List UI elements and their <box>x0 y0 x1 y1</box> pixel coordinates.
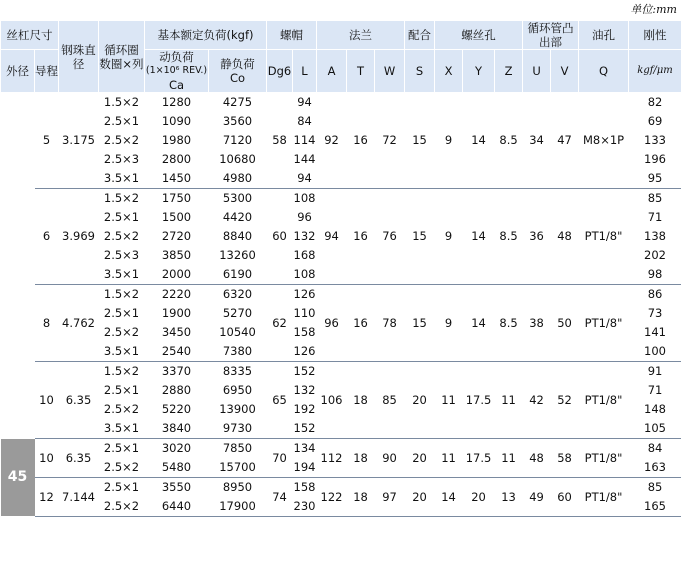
oil-hole-cell: PT1/8" <box>579 285 629 362</box>
bolt-y-cell: 14 <box>463 93 495 189</box>
nut-length-value: 230 <box>293 499 316 513</box>
nut-length-value: 194 <box>293 460 316 474</box>
stiffness-value-cell <box>629 189 681 285</box>
lead-cell: 10 <box>35 439 59 478</box>
oil-hole-cell: PT1/8" <box>579 362 629 439</box>
hdr-nut-dg6: Dg6 <box>267 50 293 93</box>
hdr-dynamic-load-sym: Ca <box>168 78 185 92</box>
lead-cell: 12 <box>35 478 59 517</box>
circuits-value: 2.5×2 <box>103 325 140 339</box>
bolt-y-cell: 17.5 <box>463 439 495 478</box>
stiffness-value: 73 <box>647 306 663 320</box>
static-load-value: 3560 <box>222 114 253 128</box>
stiffness-value: 85 <box>647 191 663 205</box>
flange-a-cell: 106 <box>317 362 347 439</box>
flange-w-cell: 90 <box>375 439 405 478</box>
bolt-x-cell: 9 <box>435 285 463 362</box>
nut-length-value: 134 <box>293 441 316 455</box>
dynamic-load-value: 2800 <box>161 152 192 166</box>
dynamic-load-value: 2720 <box>161 229 192 243</box>
nut-length-value: 108 <box>293 191 316 205</box>
bolt-y-cell: 14 <box>463 285 495 362</box>
stiffness-value: 196 <box>644 152 666 166</box>
tube-u-cell: 36 <box>523 189 551 285</box>
circuits-value: 1.5×2 <box>103 287 140 301</box>
bolt-x-cell: 11 <box>435 362 463 439</box>
nut-length-value: 158 <box>293 480 316 494</box>
dynamic-load-value-cell <box>145 439 209 478</box>
dynamic-load-value-cell <box>145 93 209 189</box>
nut-length-value: 192 <box>293 402 316 416</box>
static-load-value: 7850 <box>222 441 253 455</box>
nut-dg6-cell: 58 <box>267 93 293 189</box>
stiffness-value: 71 <box>647 383 663 397</box>
lead-cell: 5 <box>35 93 59 189</box>
stiffness-value: 84 <box>647 441 663 455</box>
flange-w-cell: 85 <box>375 362 405 439</box>
nut-length-value: 132 <box>293 383 316 397</box>
bolt-x-cell: 14 <box>435 478 463 517</box>
circuits-value-cell <box>99 93 145 189</box>
static-load-value-cell <box>209 439 267 478</box>
hdr-load-rating: 基本额定负荷(kgf) <box>145 21 267 50</box>
table-row <box>1 189 681 285</box>
nut-length-value-cell <box>293 93 317 189</box>
oil-hole-cell: PT1/8" <box>579 478 629 517</box>
bolt-y-cell: 20 <box>463 478 495 517</box>
bolt-z-cell: 11 <box>495 439 523 478</box>
stiffness-value: 85 <box>647 480 663 494</box>
nut-length-value: 94 <box>297 171 312 185</box>
static-load-value: 4980 <box>222 171 253 185</box>
circuits-value: 2.5×2 <box>103 460 140 474</box>
stiffness-value: 133 <box>644 133 666 147</box>
hdr-dynamic-load-note: (1×10⁶ REV.) <box>145 65 208 76</box>
hdr-bolt-y: Y <box>463 50 495 93</box>
nut-length-value: 114 <box>293 133 316 147</box>
static-load-value: 13900 <box>219 402 256 416</box>
nut-length-value-cell <box>293 362 317 439</box>
hdr-stiffness: 刚性 <box>629 21 681 50</box>
stiffness-value: 105 <box>644 421 666 435</box>
dynamic-load-value-cell <box>145 285 209 362</box>
nut-dg6-cell: 74 <box>267 478 293 517</box>
static-load-value: 5270 <box>222 306 253 320</box>
circuits-value: 2.5×1 <box>103 383 140 397</box>
circuits-value: 3.5×1 <box>103 171 140 185</box>
flange-w-cell: 76 <box>375 189 405 285</box>
stiffness-value-cell <box>629 478 681 517</box>
table-row <box>1 93 681 189</box>
stiffness-value-cell <box>629 285 681 362</box>
nut-length-value: 152 <box>293 364 316 378</box>
tube-v-cell: 48 <box>551 189 579 285</box>
hdr-flange-t: T <box>347 50 375 93</box>
fit-s-cell: 20 <box>405 439 435 478</box>
ball-diameter-cell: 4.762 <box>59 285 99 362</box>
table-row <box>1 478 681 517</box>
circuits-value: 3.5×1 <box>103 267 140 281</box>
flange-t-cell: 16 <box>347 189 375 285</box>
circuits-value: 1.5×2 <box>103 95 140 109</box>
static-load-value: 8950 <box>222 480 253 494</box>
stiffness-value: 86 <box>647 287 663 301</box>
stiffness-value: 202 <box>644 248 666 262</box>
tube-v-cell: 50 <box>551 285 579 362</box>
fit-s-cell: 15 <box>405 285 435 362</box>
nut-length-value-cell <box>293 439 317 478</box>
hdr-flange-w: W <box>375 50 405 93</box>
dynamic-load-value: 5220 <box>161 402 192 416</box>
dynamic-load-value: 2000 <box>161 267 192 281</box>
nut-length-value: 144 <box>293 152 316 166</box>
circuits-value: 2.5×3 <box>103 152 140 166</box>
hdr-static-load-label: 静负荷 <box>220 57 255 71</box>
stiffness-value: 100 <box>644 344 666 358</box>
nut-length-value: 110 <box>293 306 316 320</box>
tube-u-cell: 38 <box>523 285 551 362</box>
circuits-value-cell <box>99 439 145 478</box>
nut-length-value: 132 <box>293 229 316 243</box>
static-load-value: 10680 <box>219 152 256 166</box>
circuits-value: 2.5×3 <box>103 248 140 262</box>
oil-hole-cell: PT1/8" <box>579 439 629 478</box>
tube-v-cell: 52 <box>551 362 579 439</box>
hdr-fit-s: S <box>405 50 435 93</box>
static-load-value: 15700 <box>219 460 256 474</box>
static-load-value: 6950 <box>222 383 253 397</box>
dynamic-load-value: 1900 <box>161 306 192 320</box>
circuits-value: 2.5×1 <box>103 441 140 455</box>
static-load-value-cell <box>209 478 267 517</box>
circuits-value: 2.5×2 <box>103 499 140 513</box>
tube-v-cell: 60 <box>551 478 579 517</box>
fit-s-cell: 20 <box>405 362 435 439</box>
dynamic-load-value: 1090 <box>161 114 192 128</box>
bolt-z-cell: 8.5 <box>495 93 523 189</box>
static-load-value-cell <box>209 93 267 189</box>
bolt-z-cell: 11 <box>495 362 523 439</box>
bolt-z-cell: 8.5 <box>495 189 523 285</box>
oil-hole-cell: PT1/8" <box>579 189 629 285</box>
dynamic-load-value: 3550 <box>161 480 192 494</box>
static-load-value: 4275 <box>222 95 253 109</box>
stiffness-value: 95 <box>647 171 663 185</box>
hdr-fit: 配合 <box>405 21 435 50</box>
hdr-ball-diameter: 钢珠直径 <box>59 21 99 93</box>
dynamic-load-value: 3850 <box>161 248 192 262</box>
tube-u-cell: 42 <box>523 362 551 439</box>
hdr-lead: 导程 <box>35 50 59 93</box>
hdr-dynamic-load-label: 动负荷 <box>159 50 194 64</box>
dynamic-load-value-cell <box>145 362 209 439</box>
outer-diameter-cell: 45 <box>1 439 35 517</box>
ball-screw-spec-table <box>0 20 681 517</box>
dynamic-load-value: 3020 <box>161 441 192 455</box>
bolt-z-cell: 13 <box>495 478 523 517</box>
dynamic-load-value-cell <box>145 478 209 517</box>
flange-t-cell: 18 <box>347 478 375 517</box>
dynamic-load-value: 3840 <box>161 421 192 435</box>
hdr-outer-diameter: 外径 <box>1 50 35 93</box>
stiffness-value: 138 <box>644 229 666 243</box>
circuits-value-cell <box>99 189 145 285</box>
circuits-value: 3.5×1 <box>103 421 140 435</box>
oil-hole-cell: M8×1P <box>579 93 629 189</box>
lead-cell: 6 <box>35 189 59 285</box>
dynamic-load-value: 3450 <box>161 325 192 339</box>
circuits-value: 2.5×1 <box>103 306 140 320</box>
static-load-value: 6190 <box>222 267 253 281</box>
stiffness-value: 91 <box>647 364 663 378</box>
nut-length-value: 126 <box>293 287 316 301</box>
hdr-bolt-z: Z <box>495 50 523 93</box>
lead-cell: 8 <box>35 285 59 362</box>
nut-length-value: 152 <box>293 421 316 435</box>
dynamic-load-value: 2880 <box>161 383 192 397</box>
lead-cell: 10 <box>35 362 59 439</box>
circuits-value: 2.5×1 <box>103 480 140 494</box>
flange-a-cell: 96 <box>317 285 347 362</box>
hdr-circuits: 循环圈数圈×列 <box>99 21 145 93</box>
flange-a-cell: 92 <box>317 93 347 189</box>
hdr-tube-v: V <box>551 50 579 93</box>
bolt-x-cell: 9 <box>435 189 463 285</box>
circuits-value: 2.5×2 <box>103 402 140 416</box>
stiffness-value-cell <box>629 439 681 478</box>
nut-dg6-cell: 70 <box>267 439 293 478</box>
ball-diameter-cell: 3.969 <box>59 189 99 285</box>
static-load-value: 8335 <box>222 364 253 378</box>
hdr-nut: 螺帽 <box>267 21 317 50</box>
tube-v-cell: 58 <box>551 439 579 478</box>
dynamic-load-value: 1280 <box>161 95 192 109</box>
flange-a-cell: 112 <box>317 439 347 478</box>
static-load-value: 13260 <box>219 248 256 262</box>
circuits-value-cell <box>99 362 145 439</box>
hdr-bolt-hole: 螺丝孔 <box>435 21 523 50</box>
nut-length-value-cell <box>293 478 317 517</box>
static-load-value: 17900 <box>219 499 256 513</box>
hdr-tube-u: U <box>523 50 551 93</box>
hdr-screw-size: 丝杠尺寸 <box>1 21 59 50</box>
circuits-value: 1.5×2 <box>103 364 140 378</box>
fit-s-cell: 20 <box>405 478 435 517</box>
stiffness-value-cell <box>629 93 681 189</box>
hdr-flange: 法兰 <box>317 21 405 50</box>
stiffness-value: 165 <box>644 499 666 513</box>
flange-w-cell: 97 <box>375 478 405 517</box>
hdr-static-load <box>209 50 267 93</box>
tube-v-cell: 47 <box>551 93 579 189</box>
ball-diameter-cell: 6.35 <box>59 362 99 439</box>
stiffness-value: 98 <box>647 267 663 281</box>
static-load-value-cell <box>209 362 267 439</box>
dynamic-load-value: 6440 <box>161 499 192 513</box>
dynamic-load-value: 1980 <box>161 133 192 147</box>
stiffness-value-cell <box>629 362 681 439</box>
static-load-value: 10540 <box>219 325 256 339</box>
nut-length-value: 94 <box>297 95 312 109</box>
bolt-y-cell: 14 <box>463 189 495 285</box>
static-load-value: 5300 <box>222 191 253 205</box>
outer-diameter-cell: 40 <box>1 93 35 439</box>
circuits-value: 2.5×2 <box>103 229 140 243</box>
fit-s-cell: 15 <box>405 93 435 189</box>
nut-length-value: 108 <box>293 267 316 281</box>
unit-label: 单位:mm <box>630 3 677 16</box>
tube-u-cell: 34 <box>523 93 551 189</box>
flange-w-cell: 78 <box>375 285 405 362</box>
bolt-x-cell: 11 <box>435 439 463 478</box>
ball-diameter-cell: 3.175 <box>59 93 99 189</box>
fit-s-cell: 15 <box>405 189 435 285</box>
dynamic-load-value: 1450 <box>161 171 192 185</box>
flange-t-cell: 16 <box>347 93 375 189</box>
flange-w-cell: 72 <box>375 93 405 189</box>
hdr-static-load-sym: Co <box>229 71 246 85</box>
stiffness-value: 163 <box>644 460 666 474</box>
hdr-stiffness-unit: kgf/μm <box>629 50 681 93</box>
nut-length-value: 168 <box>293 248 316 262</box>
ball-diameter-cell: 7.144 <box>59 478 99 517</box>
bolt-y-cell: 17.5 <box>463 362 495 439</box>
nut-dg6-cell: 65 <box>267 362 293 439</box>
nut-length-value-cell <box>293 285 317 362</box>
table-row <box>1 439 681 478</box>
stiffness-value: 148 <box>644 402 666 416</box>
hdr-flange-a: A <box>317 50 347 93</box>
circuits-value: 2.5×1 <box>103 114 140 128</box>
stiffness-value: 69 <box>647 114 663 128</box>
hdr-bolt-x: X <box>435 50 463 93</box>
tube-u-cell: 49 <box>523 478 551 517</box>
dynamic-load-value: 1750 <box>161 191 192 205</box>
dynamic-load-value: 1500 <box>161 210 192 224</box>
tube-u-cell: 48 <box>523 439 551 478</box>
static-load-value: 7120 <box>222 133 253 147</box>
stiffness-value: 82 <box>647 95 663 109</box>
flange-t-cell: 18 <box>347 362 375 439</box>
hdr-dynamic-load <box>145 50 209 93</box>
bolt-x-cell: 9 <box>435 93 463 189</box>
circuits-value-cell <box>99 478 145 517</box>
static-load-value-cell <box>209 285 267 362</box>
bolt-z-cell: 8.5 <box>495 285 523 362</box>
static-load-value-cell <box>209 189 267 285</box>
hdr-oil-hole: 油孔 <box>579 21 629 50</box>
flange-a-cell: 94 <box>317 189 347 285</box>
nut-length-value: 96 <box>297 210 312 224</box>
static-load-value: 7380 <box>222 344 253 358</box>
static-load-value: 8840 <box>222 229 253 243</box>
dynamic-load-value-cell <box>145 189 209 285</box>
static-load-value: 9730 <box>222 421 253 435</box>
table-body <box>1 93 681 517</box>
hdr-return-tube: 循环管凸出部 <box>523 21 579 50</box>
flange-t-cell: 16 <box>347 285 375 362</box>
ball-diameter-cell: 6.35 <box>59 439 99 478</box>
dynamic-load-value: 3370 <box>161 364 192 378</box>
nut-dg6-cell: 62 <box>267 285 293 362</box>
static-load-value: 4420 <box>222 210 253 224</box>
nut-length-value: 126 <box>293 344 316 358</box>
table-row <box>1 362 681 439</box>
dynamic-load-value: 5480 <box>161 460 192 474</box>
circuits-value: 2.5×1 <box>103 210 140 224</box>
stiffness-value: 141 <box>644 325 666 339</box>
circuits-value-cell <box>99 285 145 362</box>
dynamic-load-value: 2220 <box>161 287 192 301</box>
flange-t-cell: 18 <box>347 439 375 478</box>
table-row <box>1 285 681 362</box>
nut-length-value: 84 <box>297 114 312 128</box>
static-load-value: 6320 <box>222 287 253 301</box>
nut-dg6-cell: 60 <box>267 189 293 285</box>
stiffness-value: 71 <box>647 210 663 224</box>
nut-length-value: 158 <box>293 325 316 339</box>
circuits-value: 3.5×1 <box>103 344 140 358</box>
nut-length-value-cell <box>293 189 317 285</box>
hdr-nut-l: L <box>293 50 317 93</box>
flange-a-cell: 122 <box>317 478 347 517</box>
circuits-value: 1.5×2 <box>103 191 140 205</box>
hdr-oil-q: Q <box>579 50 629 93</box>
circuits-value: 2.5×2 <box>103 133 140 147</box>
dynamic-load-value: 2540 <box>161 344 192 358</box>
